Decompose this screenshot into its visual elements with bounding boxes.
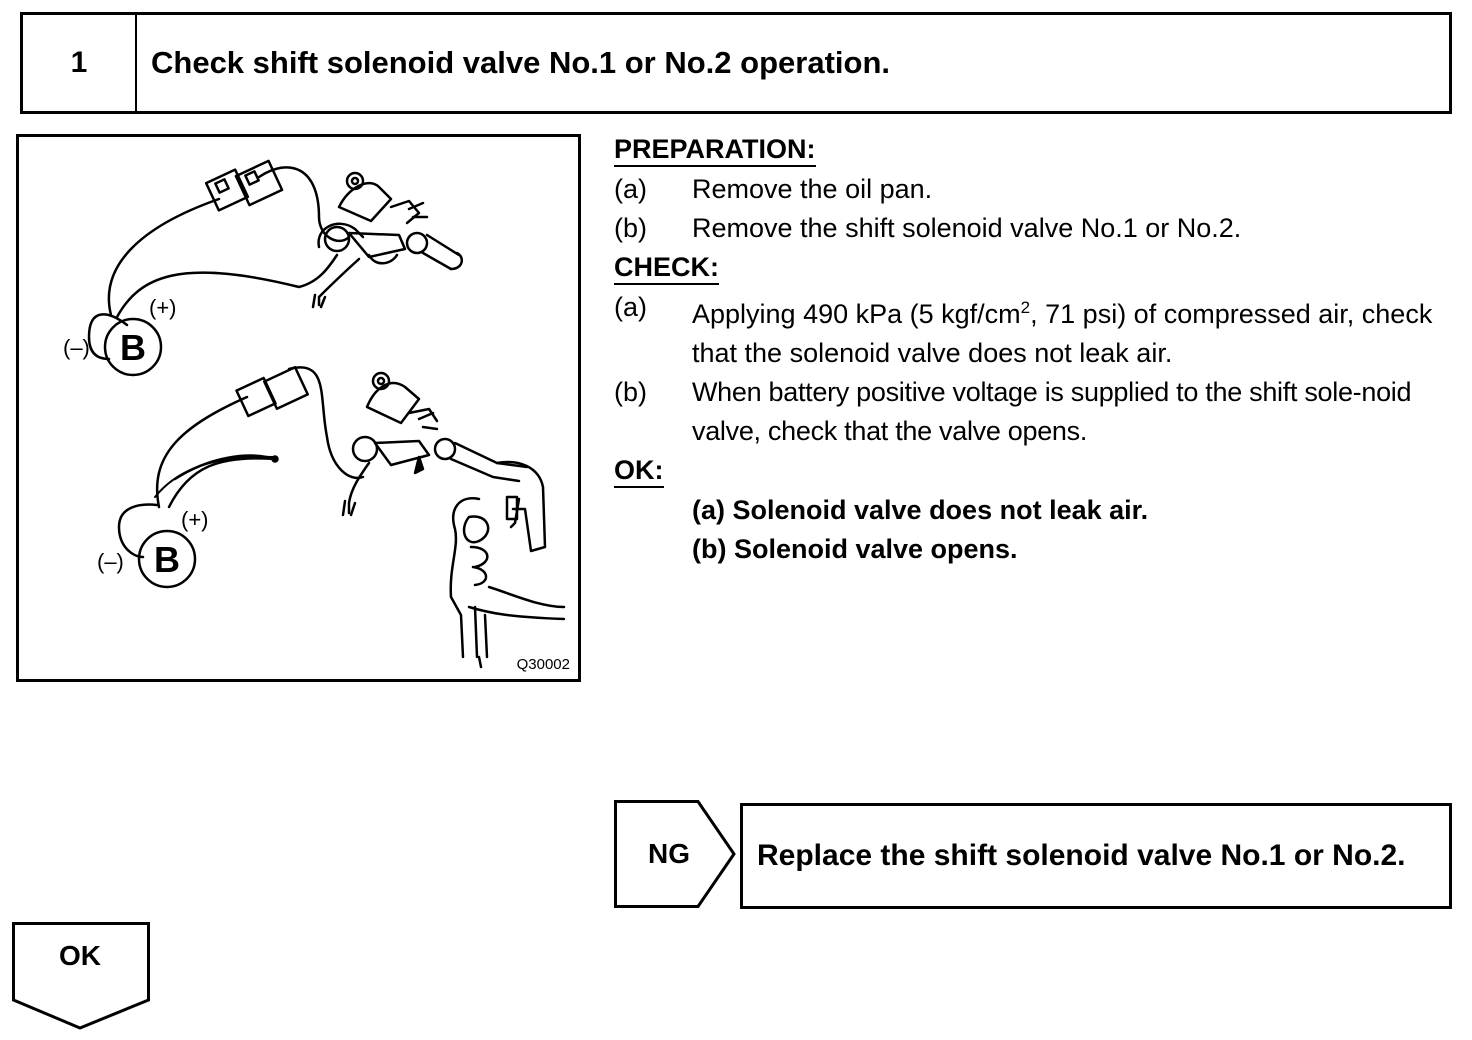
lower-battery-letter: B [154, 539, 180, 580]
check-item [614, 288, 1462, 373]
ng-branch-tag [614, 800, 736, 908]
ng-action-box: Replace the shift solenoid valve No.1 or No.2. [740, 803, 1452, 909]
item-text [692, 288, 1462, 373]
lower-battery-minus: (–) [97, 549, 124, 574]
item-text-part: , 71 psi) of compressed air, check that the solenoid valve does not leak air. [692, 299, 1433, 368]
item-text: Remove the oil pan. [692, 174, 933, 204]
ok-label: OK [59, 940, 101, 971]
check-item [614, 373, 1462, 451]
item-text-part: Applying 490 kPa (5 kgf/cm [692, 299, 1021, 329]
preparation-item [614, 209, 1462, 248]
step-title: Check shift solenoid valve No.1 or No.2 operation. [151, 45, 890, 80]
ok-result: (a) Solenoid valve does not leak air. [692, 495, 1149, 525]
upper-battery-minus: (–) [63, 335, 90, 360]
lower-battery-plus: (+) [181, 507, 209, 532]
ok-results [614, 491, 1462, 569]
preparation-item [614, 170, 1462, 209]
superscript: 2 [1020, 298, 1031, 317]
step-header [20, 12, 1452, 114]
ok-heading: OK: [614, 454, 664, 488]
instructions [614, 130, 1462, 569]
item-label: (b) [614, 213, 647, 243]
item-text: When battery positive voltage is supplied to the shift sole-noid valve, check that the valve opens. [692, 377, 1412, 446]
upper-battery-plus: (+) [149, 295, 177, 320]
preparation-heading: PREPARATION: [614, 133, 816, 167]
step-number: 1 [23, 15, 137, 111]
upper-battery-letter: B [120, 327, 146, 368]
item-text: Remove the shift solenoid valve No.1 or No.2. [692, 213, 1242, 243]
ok-result: (b) Solenoid valve opens. [692, 534, 1018, 564]
figure-code: Q30002 [516, 656, 570, 673]
item-label: (a) [614, 292, 647, 322]
ng-label: NG [648, 838, 690, 869]
down-arrow-tag-icon [12, 922, 152, 1032]
ok-branch-tag [12, 922, 152, 1032]
solenoid-diagram [19, 137, 578, 679]
solenoid-test-illustration [16, 134, 581, 682]
check-heading: CHECK: [614, 251, 719, 285]
item-label: (a) [614, 174, 647, 204]
item-label: (b) [614, 377, 647, 407]
